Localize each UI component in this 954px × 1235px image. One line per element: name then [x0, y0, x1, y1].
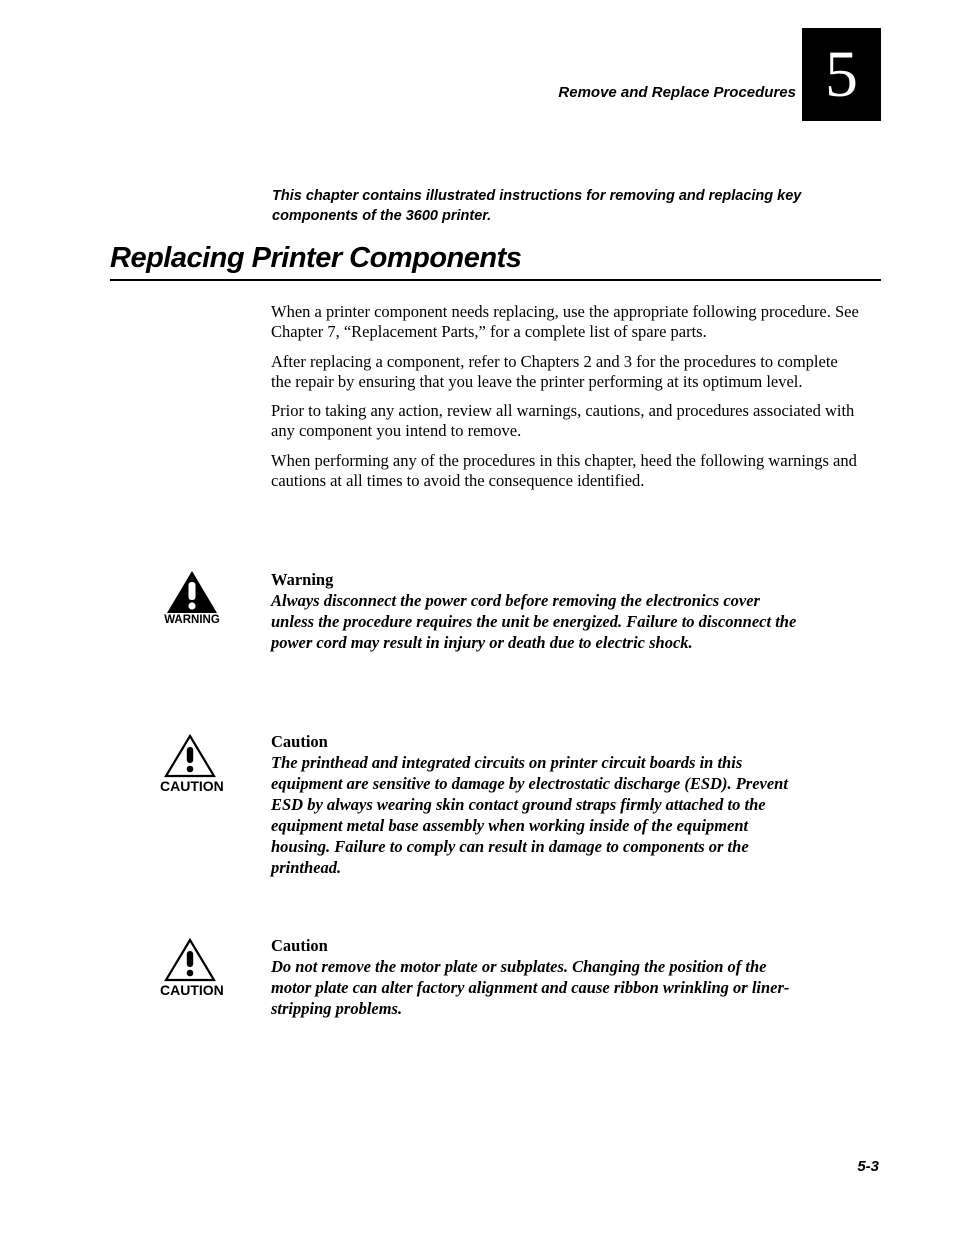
notice-label: Caution: [271, 732, 328, 751]
caution-icon: [164, 734, 216, 778]
caution-notice: [271, 935, 801, 1019]
notice-label: Caution: [271, 936, 328, 955]
notice-text: Always disconnect the power cord before removing the electronics cover unless the procedure requires the unit be energized. Failure to disconnect the power cord may result in injury or death due to electric shock.: [271, 591, 797, 652]
notice-text: The printhead and integrated circuits on printer circuit boards in this equipment are sensitive to damage by electrostatic discharge (ESD). Prevent ESD by always wearing skin contact ground straps firmly attached to the equipment metal base assembly when working inside of the equipment housing. Failure to comply can result in damage to components or the printhead.: [271, 753, 788, 877]
chapter-number-tab: 5: [802, 28, 881, 121]
section-title: Replacing Printer Components: [110, 240, 881, 281]
body-paragraph: When a printer component needs replacing, use the appropriate following procedure. See Chapter 7, “Replacement Parts,” for a complete list of spare parts.: [271, 302, 859, 341]
caution-notice-icon: [160, 734, 224, 794]
caution-notice: [271, 731, 801, 878]
body-paragraph: Prior to taking any action, review all warnings, cautions, and procedures associated with any component you intend to remove.: [271, 401, 855, 440]
caution-icon-label: CAUTION: [160, 982, 224, 998]
caution-icon: [164, 938, 216, 982]
caution-icon-label: CAUTION: [160, 778, 224, 794]
warning-icon: [166, 570, 218, 614]
caution-notice-icon: [160, 938, 224, 998]
body-paragraph: When performing any of the procedures in this chapter, heed the following warnings and cautions at all times to avoid the consequence identified.: [271, 450, 857, 490]
page-number: 5-3: [857, 1158, 879, 1175]
warning-notice: [271, 569, 801, 653]
running-header-title: Remove and Replace Procedures: [558, 84, 796, 101]
warning-icon-label: WARNING: [164, 614, 220, 626]
chapter-intro: This chapter contains illustrated instructions for removing and replacing key components of the 3600 printer.: [272, 188, 802, 224]
notice-label: Warning: [271, 570, 334, 589]
notice-text: Do not remove the motor plate or subplates. Changing the position of the motor plate can alter factory alignment and cause ribbon wrinkling or liner-stripping problems.: [271, 957, 790, 1018]
warning-notice-icon: [162, 570, 222, 626]
body-paragraph: After replacing a component, refer to Chapters 2 and 3 for the procedures to complete the repair by ensuring that you leave the printer performing at its optimum level.: [271, 351, 838, 391]
section-body: [271, 302, 861, 500]
